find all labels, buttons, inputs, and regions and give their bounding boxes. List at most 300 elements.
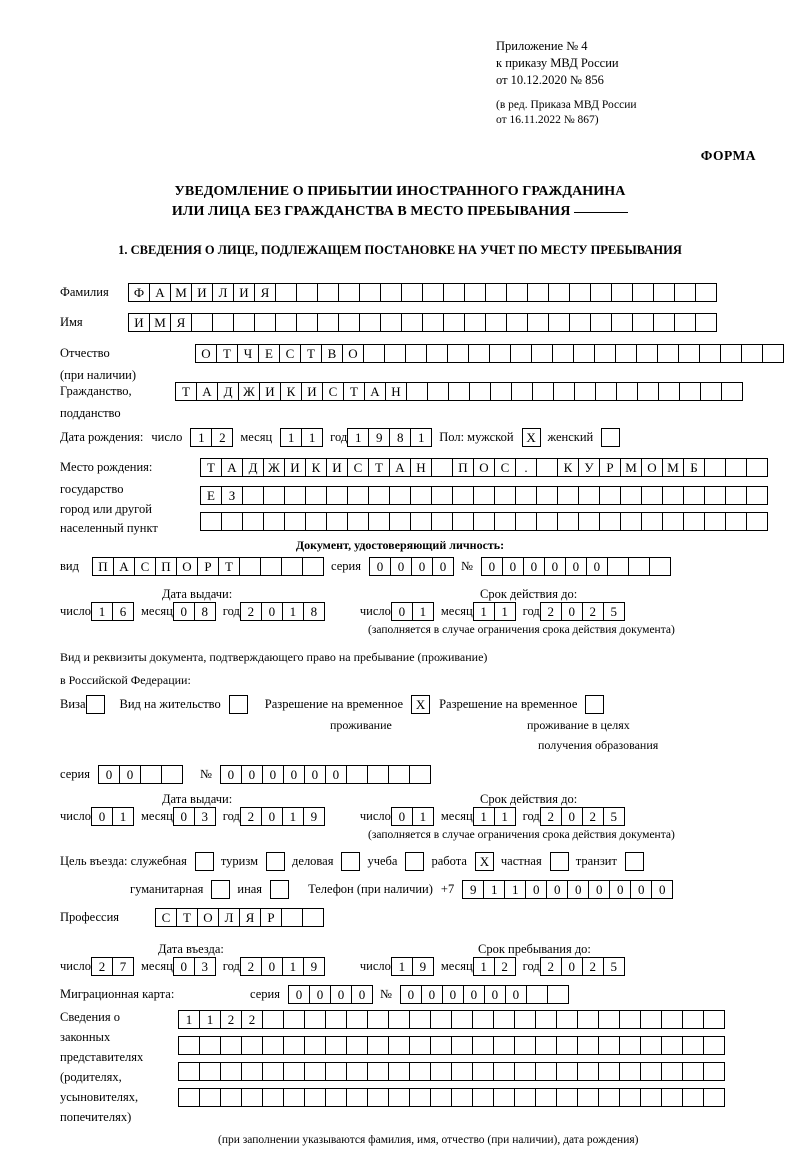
char-cell[interactable]: 0 [411, 557, 433, 576]
doc-kind-input[interactable] [92, 557, 323, 576]
char-cell[interactable]: 1 [91, 602, 113, 621]
char-cell[interactable] [683, 512, 705, 531]
char-cell[interactable] [178, 1088, 200, 1107]
char-cell[interactable] [611, 283, 633, 302]
char-cell[interactable]: А [364, 382, 386, 401]
char-cell[interactable]: 1 [473, 602, 495, 621]
char-cell[interactable] [594, 344, 616, 363]
purpose-tourism-checkbox[interactable] [266, 852, 284, 871]
char-cell[interactable] [485, 313, 507, 332]
char-cell[interactable] [619, 1036, 641, 1055]
char-cell[interactable] [577, 1010, 599, 1029]
char-cell[interactable]: 0 [309, 985, 331, 1004]
char-cell[interactable] [682, 1010, 704, 1029]
char-cell[interactable]: М [662, 458, 684, 477]
char-cell[interactable] [536, 512, 558, 531]
purpose-transit-checkbox[interactable] [625, 852, 643, 871]
char-cell[interactable] [296, 313, 318, 332]
char-cell[interactable] [577, 1036, 599, 1055]
char-cell[interactable] [367, 1010, 389, 1029]
char-cell[interactable]: М [149, 313, 171, 332]
char-cell[interactable] [556, 1088, 578, 1107]
char-cell[interactable] [283, 1062, 305, 1081]
phone-input[interactable] [462, 880, 672, 899]
char-cell[interactable] [472, 1036, 494, 1055]
citizenship-input[interactable] [175, 382, 742, 401]
char-cell[interactable] [346, 1062, 368, 1081]
char-cell[interactable] [473, 512, 495, 531]
char-cell[interactable] [304, 1088, 326, 1107]
char-cell[interactable] [746, 486, 768, 505]
char-cell[interactable]: Е [200, 486, 222, 505]
char-cell[interactable] [674, 313, 696, 332]
edu-residence-checkbox[interactable] [585, 695, 603, 714]
char-cell[interactable] [389, 486, 411, 505]
char-cell[interactable] [552, 344, 574, 363]
char-cell[interactable] [302, 557, 324, 576]
char-cell[interactable]: 1 [199, 1010, 221, 1029]
char-cell[interactable] [532, 382, 554, 401]
char-cell[interactable] [229, 695, 248, 714]
char-cell[interactable] [514, 1088, 536, 1107]
char-cell[interactable] [619, 1088, 641, 1107]
char-cell[interactable] [405, 344, 427, 363]
char-cell[interactable] [430, 1062, 452, 1081]
char-cell[interactable] [260, 557, 282, 576]
char-cell[interactable]: 0 [544, 557, 566, 576]
char-cell[interactable]: Л [212, 283, 234, 302]
char-cell[interactable] [678, 344, 700, 363]
temp-residence-checkbox[interactable] [411, 695, 429, 714]
char-cell[interactable] [550, 852, 569, 871]
char-cell[interactable]: 1 [282, 807, 304, 826]
char-cell[interactable] [338, 283, 360, 302]
doc-valid-month-input[interactable] [473, 602, 515, 621]
char-cell[interactable]: 5 [603, 957, 625, 976]
purpose-private-checkbox[interactable] [550, 852, 568, 871]
purpose-study-checkbox[interactable] [405, 852, 423, 871]
char-cell[interactable] [472, 1010, 494, 1029]
sex-female-checkbox[interactable] [601, 428, 619, 447]
char-cell[interactable]: 1 [391, 957, 413, 976]
char-cell[interactable] [658, 382, 680, 401]
legal-rep-input-2[interactable] [178, 1036, 724, 1055]
char-cell[interactable] [367, 1036, 389, 1055]
char-cell[interactable] [661, 1036, 683, 1055]
char-cell[interactable] [725, 458, 747, 477]
char-cell[interactable] [409, 765, 431, 784]
name-input[interactable] [128, 313, 716, 332]
char-cell[interactable] [283, 1010, 305, 1029]
char-cell[interactable] [573, 344, 595, 363]
char-cell[interactable]: Т [343, 382, 365, 401]
char-cell[interactable] [304, 1036, 326, 1055]
char-cell[interactable] [195, 852, 214, 871]
doc-valid-day-input[interactable] [391, 602, 433, 621]
char-cell[interactable] [220, 1088, 242, 1107]
doc-series-input[interactable] [369, 557, 453, 576]
entry-month-input[interactable] [173, 957, 215, 976]
char-cell[interactable] [490, 382, 512, 401]
purpose-official-checkbox[interactable] [195, 852, 213, 871]
char-cell[interactable]: О [342, 344, 364, 363]
char-cell[interactable] [695, 313, 717, 332]
char-cell[interactable] [410, 512, 432, 531]
char-cell[interactable] [325, 1088, 347, 1107]
char-cell[interactable]: 0 [630, 880, 652, 899]
char-cell[interactable] [409, 1036, 431, 1055]
char-cell[interactable]: Е [258, 344, 280, 363]
char-cell[interactable]: 0 [651, 880, 673, 899]
stay-end-month-input[interactable] [473, 957, 515, 976]
char-cell[interactable]: Т [216, 344, 238, 363]
doc-valid-year-input[interactable] [540, 602, 624, 621]
char-cell[interactable] [577, 1062, 599, 1081]
purpose-work-checkbox[interactable] [475, 852, 493, 871]
char-cell[interactable]: Я [239, 908, 261, 927]
char-cell[interactable] [262, 1062, 284, 1081]
char-cell[interactable] [341, 852, 360, 871]
char-cell[interactable] [590, 313, 612, 332]
char-cell[interactable]: Ж [238, 382, 260, 401]
char-cell[interactable]: 0 [220, 765, 242, 784]
char-cell[interactable]: 2 [540, 957, 562, 976]
char-cell[interactable] [598, 1010, 620, 1029]
char-cell[interactable] [674, 283, 696, 302]
char-cell[interactable]: 2 [582, 602, 604, 621]
char-cell[interactable]: Н [410, 458, 432, 477]
char-cell[interactable]: Р [197, 557, 219, 576]
char-cell[interactable] [422, 283, 444, 302]
char-cell[interactable]: 0 [561, 807, 583, 826]
char-cell[interactable] [367, 1062, 389, 1081]
char-cell[interactable] [574, 382, 596, 401]
char-cell[interactable]: И [326, 458, 348, 477]
char-cell[interactable] [430, 1010, 452, 1029]
char-cell[interactable] [632, 313, 654, 332]
char-cell[interactable]: 1 [473, 957, 495, 976]
char-cell[interactable] [535, 1062, 557, 1081]
char-cell[interactable]: 3 [194, 807, 216, 826]
char-cell[interactable] [700, 382, 722, 401]
char-cell[interactable] [601, 428, 620, 447]
char-cell[interactable] [699, 344, 721, 363]
char-cell[interactable]: 9 [368, 428, 390, 447]
char-cell[interactable]: 5 [603, 602, 625, 621]
char-cell[interactable] [263, 486, 285, 505]
stay-valid-day-input[interactable] [391, 807, 433, 826]
char-cell[interactable]: 2 [494, 957, 516, 976]
char-cell[interactable]: 9 [462, 880, 484, 899]
char-cell[interactable] [640, 1088, 662, 1107]
char-cell[interactable] [703, 1088, 725, 1107]
char-cell[interactable] [741, 344, 763, 363]
char-cell[interactable]: Д [242, 458, 264, 477]
char-cell[interactable]: Т [200, 458, 222, 477]
char-cell[interactable] [494, 486, 516, 505]
birth-month-input[interactable] [280, 428, 322, 447]
char-cell[interactable] [200, 512, 222, 531]
char-cell[interactable] [452, 512, 474, 531]
char-cell[interactable]: С [347, 458, 369, 477]
birth-place-input-2[interactable] [200, 486, 767, 505]
char-cell[interactable] [389, 512, 411, 531]
char-cell[interactable] [347, 486, 369, 505]
char-cell[interactable] [199, 1062, 221, 1081]
char-cell[interactable]: 0 [546, 880, 568, 899]
char-cell[interactable] [161, 765, 183, 784]
char-cell[interactable] [653, 313, 675, 332]
char-cell[interactable] [662, 486, 684, 505]
char-cell[interactable] [720, 344, 742, 363]
char-cell[interactable]: Б [683, 458, 705, 477]
legal-rep-input-3[interactable] [178, 1062, 724, 1081]
char-cell[interactable]: 6 [112, 602, 134, 621]
stay-issue-year-input[interactable] [240, 807, 324, 826]
char-cell[interactable] [527, 313, 549, 332]
char-cell[interactable]: 0 [173, 602, 195, 621]
char-cell[interactable] [641, 486, 663, 505]
char-cell[interactable]: 8 [389, 428, 411, 447]
char-cell[interactable]: 1 [494, 807, 516, 826]
char-cell[interactable]: 2 [240, 602, 262, 621]
char-cell[interactable] [367, 765, 389, 784]
char-cell[interactable]: 0 [369, 557, 391, 576]
char-cell[interactable] [704, 486, 726, 505]
char-cell[interactable] [506, 313, 528, 332]
char-cell[interactable] [325, 1010, 347, 1029]
char-cell[interactable]: К [557, 458, 579, 477]
char-cell[interactable] [305, 486, 327, 505]
stay-number-input[interactable] [220, 765, 430, 784]
char-cell[interactable] [640, 1010, 662, 1029]
migration-series-input[interactable] [288, 985, 372, 1004]
char-cell[interactable]: Т [218, 557, 240, 576]
char-cell[interactable] [746, 458, 768, 477]
char-cell[interactable] [531, 344, 553, 363]
entry-year-input[interactable] [240, 957, 324, 976]
char-cell[interactable] [368, 512, 390, 531]
char-cell[interactable]: 0 [351, 985, 373, 1004]
char-cell[interactable] [338, 313, 360, 332]
char-cell[interactable] [388, 765, 410, 784]
char-cell[interactable]: 0 [561, 957, 583, 976]
char-cell[interactable] [511, 382, 533, 401]
char-cell[interactable]: Я [170, 313, 192, 332]
char-cell[interactable] [346, 1088, 368, 1107]
char-cell[interactable] [615, 344, 637, 363]
char-cell[interactable] [409, 1088, 431, 1107]
char-cell[interactable] [536, 486, 558, 505]
char-cell[interactable] [569, 283, 591, 302]
char-cell[interactable] [662, 512, 684, 531]
char-cell[interactable] [607, 557, 629, 576]
char-cell[interactable] [86, 695, 105, 714]
char-cell[interactable] [431, 512, 453, 531]
char-cell[interactable]: 0 [288, 985, 310, 1004]
legal-rep-input-1[interactable] [178, 1010, 724, 1029]
char-cell[interactable] [557, 486, 579, 505]
char-cell[interactable]: 2 [241, 1010, 263, 1029]
char-cell[interactable] [283, 1088, 305, 1107]
char-cell[interactable]: Ф [128, 283, 150, 302]
char-cell[interactable] [368, 486, 390, 505]
char-cell[interactable] [359, 313, 381, 332]
char-cell[interactable] [305, 512, 327, 531]
char-cell[interactable] [241, 1062, 263, 1081]
char-cell[interactable] [409, 1010, 431, 1029]
char-cell[interactable] [178, 1062, 200, 1081]
char-cell[interactable]: 1 [412, 807, 434, 826]
char-cell[interactable]: Д [217, 382, 239, 401]
char-cell[interactable] [401, 283, 423, 302]
char-cell[interactable] [304, 1010, 326, 1029]
doc-issue-year-input[interactable] [240, 602, 324, 621]
char-cell[interactable] [199, 1088, 221, 1107]
char-cell[interactable] [585, 695, 604, 714]
char-cell[interactable] [548, 283, 570, 302]
char-cell[interactable] [577, 1088, 599, 1107]
char-cell[interactable] [275, 313, 297, 332]
char-cell[interactable]: 0 [325, 765, 347, 784]
char-cell[interactable] [220, 1036, 242, 1055]
char-cell[interactable]: О [197, 908, 219, 927]
purpose-other-checkbox[interactable] [270, 880, 288, 899]
char-cell[interactable]: 1 [504, 880, 526, 899]
char-cell[interactable] [447, 344, 469, 363]
char-cell[interactable]: К [305, 458, 327, 477]
char-cell[interactable]: 2 [540, 807, 562, 826]
char-cell[interactable]: Ж [263, 458, 285, 477]
stay-end-year-input[interactable] [540, 957, 624, 976]
char-cell[interactable] [616, 382, 638, 401]
char-cell[interactable] [380, 283, 402, 302]
char-cell[interactable]: 1 [282, 957, 304, 976]
char-cell[interactable]: 9 [412, 957, 434, 976]
char-cell[interactable] [140, 765, 162, 784]
char-cell[interactable]: И [301, 382, 323, 401]
char-cell[interactable] [199, 1036, 221, 1055]
char-cell[interactable] [406, 382, 428, 401]
char-cell[interactable] [703, 1010, 725, 1029]
char-cell[interactable]: А [113, 557, 135, 576]
char-cell[interactable] [443, 283, 465, 302]
char-cell[interactable] [661, 1062, 683, 1081]
char-cell[interactable]: О [176, 557, 198, 576]
char-cell[interactable] [346, 1010, 368, 1029]
char-cell[interactable] [556, 1010, 578, 1029]
char-cell[interactable] [426, 344, 448, 363]
char-cell[interactable]: X [475, 852, 494, 871]
char-cell[interactable]: 1 [347, 428, 369, 447]
patronymic-input[interactable] [195, 344, 783, 363]
char-cell[interactable]: 1 [280, 428, 302, 447]
char-cell[interactable] [625, 852, 644, 871]
char-cell[interactable]: А [149, 283, 171, 302]
char-cell[interactable] [284, 512, 306, 531]
birth-place-input-3[interactable] [200, 512, 767, 531]
char-cell[interactable]: 1 [178, 1010, 200, 1029]
char-cell[interactable] [191, 313, 213, 332]
char-cell[interactable]: П [92, 557, 114, 576]
char-cell[interactable] [451, 1062, 473, 1081]
char-cell[interactable] [451, 1088, 473, 1107]
char-cell[interactable] [239, 557, 261, 576]
char-cell[interactable]: 1 [473, 807, 495, 826]
char-cell[interactable]: 0 [567, 880, 589, 899]
entry-day-input[interactable] [91, 957, 133, 976]
char-cell[interactable] [632, 283, 654, 302]
char-cell[interactable] [464, 313, 486, 332]
char-cell[interactable]: Л [218, 908, 240, 927]
char-cell[interactable]: И [284, 458, 306, 477]
visa-checkbox[interactable] [86, 695, 104, 714]
char-cell[interactable] [535, 1010, 557, 1029]
char-cell[interactable] [281, 557, 303, 576]
char-cell[interactable]: 0 [261, 957, 283, 976]
char-cell[interactable]: 0 [505, 985, 527, 1004]
char-cell[interactable]: 1 [190, 428, 212, 447]
char-cell[interactable] [526, 985, 548, 1004]
char-cell[interactable]: И [259, 382, 281, 401]
char-cell[interactable] [557, 512, 579, 531]
char-cell[interactable]: 2 [220, 1010, 242, 1029]
char-cell[interactable]: И [233, 283, 255, 302]
char-cell[interactable]: 1 [494, 602, 516, 621]
char-cell[interactable]: С [279, 344, 301, 363]
char-cell[interactable]: П [155, 557, 177, 576]
char-cell[interactable]: С [322, 382, 344, 401]
birth-day-input[interactable] [190, 428, 232, 447]
char-cell[interactable]: 0 [390, 557, 412, 576]
birth-year-input[interactable] [347, 428, 431, 447]
char-cell[interactable]: 0 [565, 557, 587, 576]
char-cell[interactable] [619, 1010, 641, 1029]
char-cell[interactable] [472, 1062, 494, 1081]
char-cell[interactable]: 5 [603, 807, 625, 826]
char-cell[interactable]: 2 [540, 602, 562, 621]
char-cell[interactable]: 0 [262, 765, 284, 784]
char-cell[interactable]: 2 [91, 957, 113, 976]
char-cell[interactable] [598, 1062, 620, 1081]
char-cell[interactable] [556, 1062, 578, 1081]
char-cell[interactable] [401, 313, 423, 332]
char-cell[interactable] [535, 1036, 557, 1055]
char-cell[interactable]: . [515, 458, 537, 477]
char-cell[interactable] [578, 512, 600, 531]
char-cell[interactable] [326, 486, 348, 505]
char-cell[interactable] [661, 1088, 683, 1107]
char-cell[interactable] [704, 512, 726, 531]
char-cell[interactable] [746, 512, 768, 531]
char-cell[interactable]: Я [254, 283, 276, 302]
stay-valid-year-input[interactable] [540, 807, 624, 826]
char-cell[interactable]: А [389, 458, 411, 477]
char-cell[interactable]: 0 [463, 985, 485, 1004]
char-cell[interactable] [682, 1088, 704, 1107]
char-cell[interactable] [510, 344, 532, 363]
char-cell[interactable] [704, 458, 726, 477]
char-cell[interactable] [262, 1036, 284, 1055]
char-cell[interactable]: Ч [237, 344, 259, 363]
char-cell[interactable] [284, 486, 306, 505]
char-cell[interactable]: 0 [421, 985, 443, 1004]
char-cell[interactable]: 8 [194, 602, 216, 621]
char-cell[interactable] [241, 1036, 263, 1055]
char-cell[interactable]: Н [385, 382, 407, 401]
char-cell[interactable]: О [473, 458, 495, 477]
char-cell[interactable]: О [641, 458, 663, 477]
